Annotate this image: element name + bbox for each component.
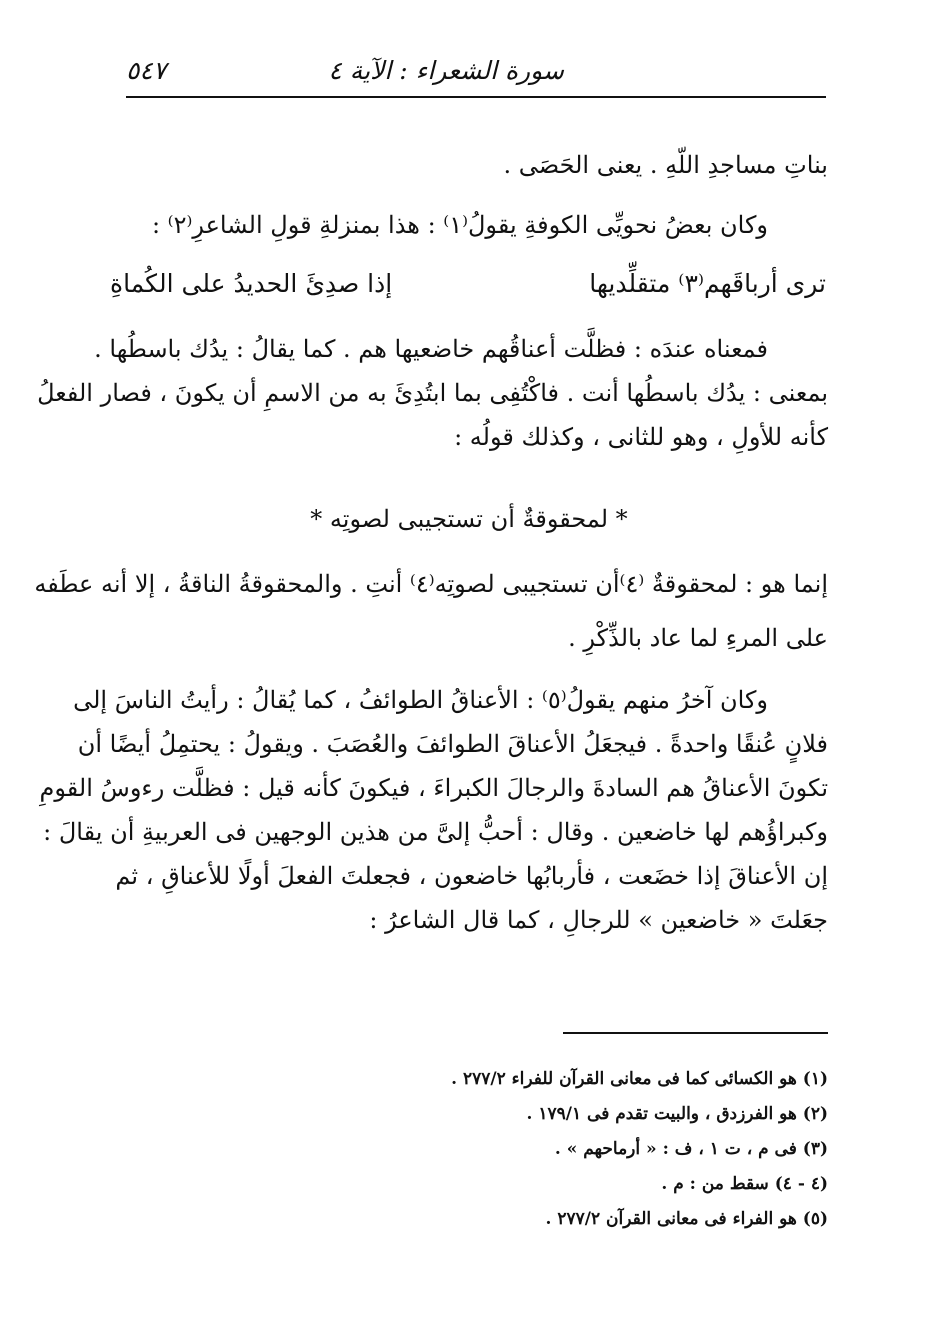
text-line: كأنه للأولِ ، وهو للثانى ، وكذلك قولُه :	[454, 423, 828, 451]
text-line: على المرءِ لما عاد بالذِّكْرِ .	[568, 624, 828, 652]
footnote: (٥) هو الفراء فى معانى القرآن ٢٧٧/٢ .	[545, 1209, 828, 1229]
paragraph-1	[110, 143, 828, 187]
text-line: إن الأعناقَ إذا خضَعت ، فأربابُها خاضعون ، فجعلتَ الفعلَ أولًا للأعناقِ ، ثم	[115, 862, 828, 890]
verse-second-hemistich: إذا صدِئَ الحديدُ على الكُماةِ	[110, 269, 393, 298]
footnote: (١) هو الكسائى كما فى معانى القرآن للفراء ٢٧٧/٢ .	[451, 1069, 828, 1089]
footnote: (٤ - ٤) سقط من : م .	[661, 1174, 828, 1194]
text-line: وكبراؤُهم لها خاضعين . وقال : أحبُّ إلىَّ من هذين الوجهين فى العربيةِ أن يقالَ :	[43, 818, 828, 846]
quoted-verse	[110, 497, 828, 541]
footnotes	[110, 1062, 828, 1237]
paragraph-2	[110, 203, 828, 247]
text-line: بناتِ مساجدِ اللّهِ . يعنى الحَصَى .	[503, 151, 828, 179]
text-line: تكونَ الأعناقُ هم السادةَ والرجالَ الكبراءَ ، فيكونَ كأنه قيل : فظلَّت رءوسُ القومِ	[39, 774, 828, 802]
verse-first-hemistich: ترى أرباقَهم⁽٣⁾ متقلِّديها	[589, 269, 826, 298]
footnote-rule	[563, 1032, 828, 1034]
paragraph-3	[37, 327, 828, 459]
page-number: ٥٤٧	[126, 56, 167, 85]
text-line: وكان بعضُ نحويِّى الكوفةِ يقولُ⁽١⁾ : هذا بمنزلةِ قولِ الشاعرِ⁽٢⁾ :	[151, 211, 768, 239]
page-header	[126, 52, 826, 92]
footnote: (٣) فى م ، ت ١ ، ف : « أرماحهم » .	[554, 1139, 828, 1159]
header-rule	[126, 96, 826, 98]
text-line: فمعناه عندَه : فظلَّت أعناقُهم خاضعيها هم . كما يقالُ : يدُك باسطُها .	[94, 335, 768, 363]
poetry-verse	[110, 263, 826, 313]
text-line: إنما هو : لمحقوقةٌ ⁽٤⁾أن تستجيبى لصوتِه⁽٤⁾ أنتِ . والمحقوقةُ الناقةُ ، إلا أنه عطَفه	[34, 570, 828, 598]
footnote: (٢) هو الفرزدق ، والبيت تقدم فى ١٧٩/١ .	[526, 1104, 828, 1124]
running-title: سورة الشعراء : الآية ٤	[328, 56, 564, 85]
text-line: فلانٍ عُنقًا واحدةً . فيجعَلُ الأعناقَ الطوائفَ والعُصَبَ . ويقولُ : يحتمِلُ أيضًا أن	[77, 730, 828, 758]
quote-line: * لمحقوقةٌ أن تستجيبى لصوتِه *	[310, 505, 628, 533]
paragraph-5	[39, 678, 828, 942]
text-line: وكان آخرُ منهم يقولُ⁽٥⁾ : الأعناقُ الطوائفُ ، كما يُقالُ : رأيتُ الناسَ إلى	[73, 686, 768, 714]
text-line: جعَلتَ « خاضعين » للرجالِ ، كما قال الشاعرُ :	[369, 906, 828, 934]
text-line: بمعنى : يدُك باسطُها أنت . فاكْتُفِى بما ابتُدِئَ به من الاسمِ أن يكونَ ، فصار الفعلُ	[37, 379, 828, 407]
paragraph-4	[34, 562, 828, 660]
